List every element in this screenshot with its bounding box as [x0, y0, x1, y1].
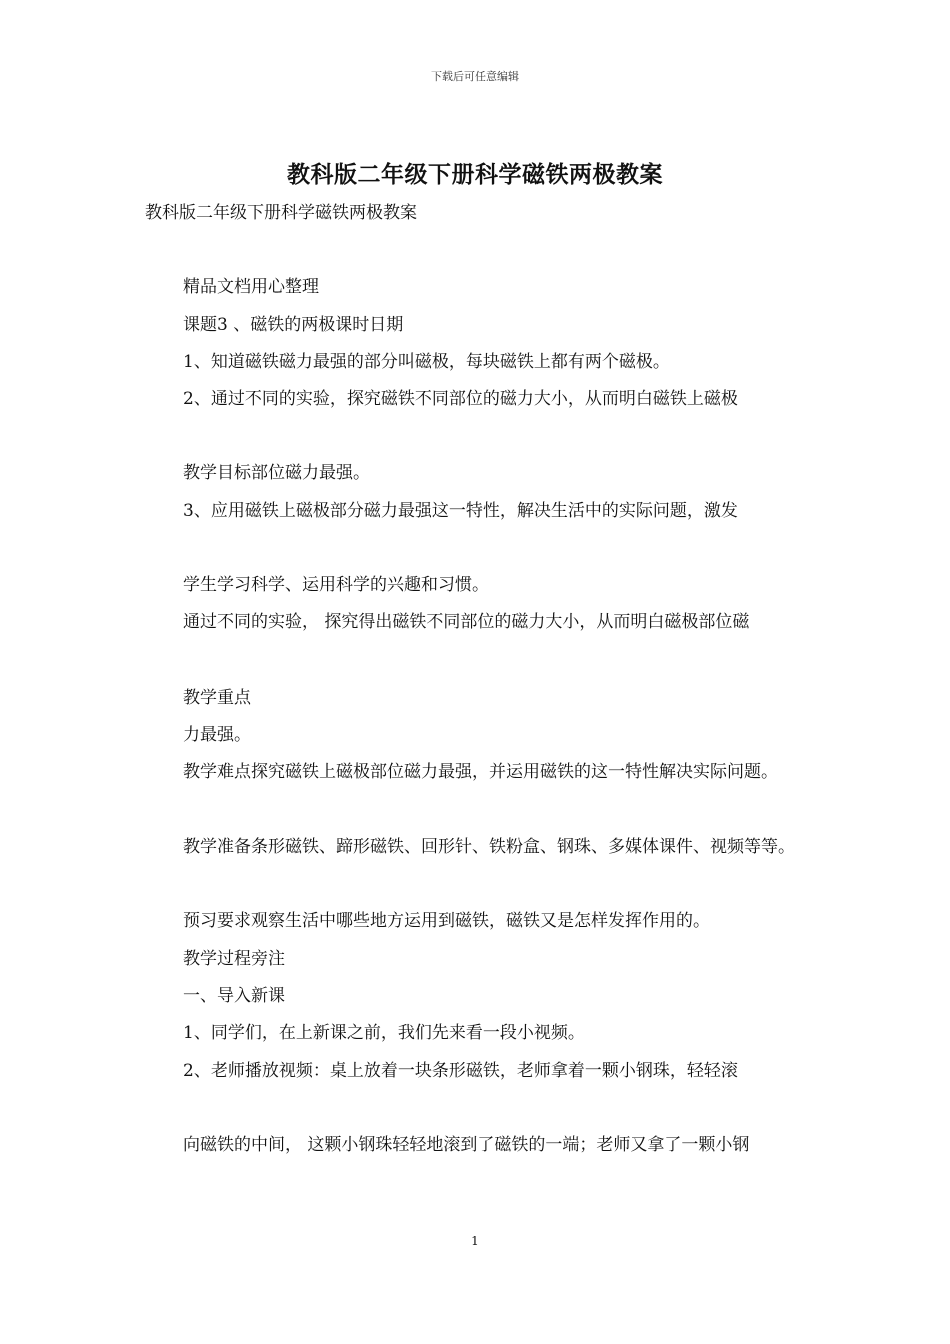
paragraph-line: 精品文档用心整理 — [183, 277, 319, 297]
paragraph-line: 2、通过不同的实验，探究磁铁不同部位的磁力大小，从而明白磁铁上磁极 — [183, 389, 738, 409]
paragraph-line: 学生学习科学、运用科学的兴趣和习惯。 — [183, 575, 489, 595]
paragraph-line: 预习要求观察生活中哪些地方运用到磁铁，磁铁又是怎样发挥作用的。 — [183, 911, 710, 931]
paragraph-line: 1、知道磁铁磁力最强的部分叫磁极，每块磁铁上都有两个磁极。 — [183, 352, 670, 372]
paragraph-line: 2、老师播放视频：桌上放着一块条形磁铁，老师拿着一颗小钢珠，轻轻滚 — [183, 1061, 738, 1081]
paragraph-line: 教学重点 — [183, 688, 251, 708]
subtitle: 教科版二年级下册科学磁铁两极教案 — [145, 203, 417, 223]
paragraph-wrapped: 教学准备条形磁铁、蹄形磁铁、回形针、铁粉盒、钢珠、多媒体课件、视频等等。 — [183, 837, 795, 857]
paragraph-line: 教学过程旁注 — [183, 949, 285, 969]
page-number: 1 — [471, 1234, 479, 1248]
paragraph-wrapped: 教学难点探究磁铁上磁极部位磁力最强，并运用磁铁的这一特性解决实际问题。 — [183, 762, 778, 782]
paragraph-line: 3、应用磁铁上磁极部分磁力最强这一特性，解决生活中的实际问题，激发 — [183, 501, 738, 521]
document-title: 教科版二年级下册科学磁铁两极教案 — [287, 161, 663, 188]
paragraph-line: 一、导入新课 — [183, 986, 285, 1006]
paragraph-wrapped: 通过不同的实验， 探究得出磁铁不同部位的磁力大小，从而明白磁极部位磁 — [183, 612, 750, 632]
paragraph-line: 力最强。 — [183, 725, 251, 745]
header-note: 下载后可任意编辑 — [431, 70, 519, 83]
paragraph-line: 教学目标部位磁力最强。 — [183, 463, 370, 483]
paragraph-wrapped: 向磁铁的中间， 这颗小钢珠轻轻地滚到了磁铁的一端；老师又拿了一颗小钢 — [183, 1135, 750, 1155]
paragraph-line: 课题3 、磁铁的两极课时日期 — [183, 315, 404, 335]
paragraph-line: 1、同学们，在上新课之前，我们先来看一段小视频。 — [183, 1023, 585, 1043]
